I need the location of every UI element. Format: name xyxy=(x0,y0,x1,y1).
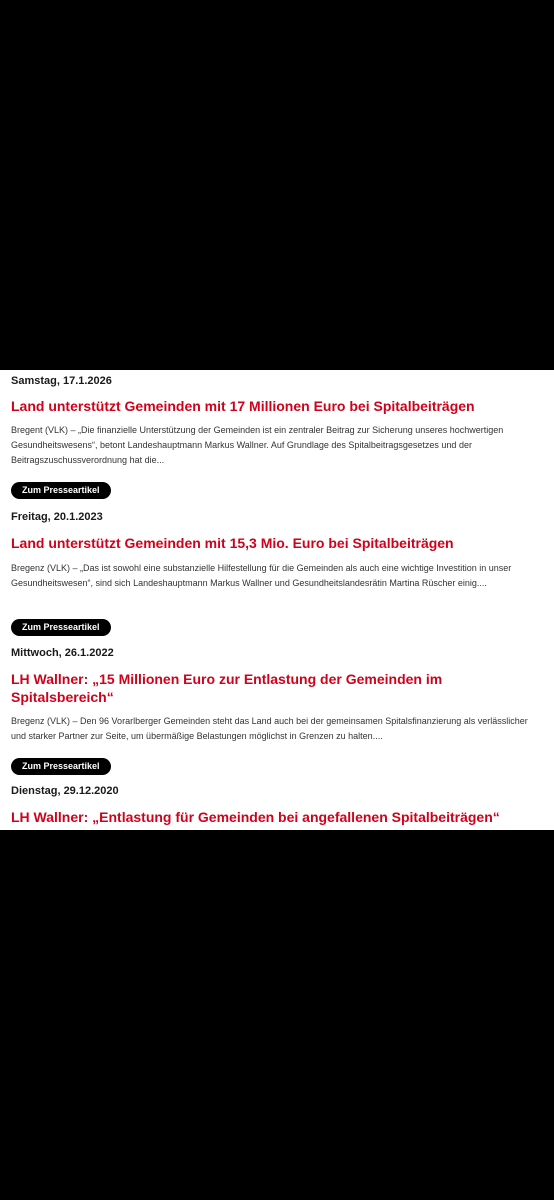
press-release-list xyxy=(0,370,554,830)
article-headline-link[interactable]: Land unterstützt Gemeinden mit 17 Millionen Euro bei Spitalbeiträgen xyxy=(11,398,475,414)
article-date: Freitag, 20.1.2023 xyxy=(11,511,103,523)
article-teaser: Bregent (VLK) – „Die finanzielle Unterstützung der Gemeinden ist ein zentraler Beitrag zur Sicherung unseres hochwertigen Gesundheitswesens“, betont Landeshauptmann Markus Wallner. Auf Grundlage des Spitalbeitragsgesetzes und der Beitragszuschussverordnung hat die... xyxy=(11,425,504,465)
press-article-button[interactable]: Zum Presseartikel xyxy=(11,619,111,636)
article-headline-link[interactable]: LH Wallner: „Entlastung für Gemeinden bei angefallenen Spitalbeiträgen“ xyxy=(11,809,500,825)
article-teaser: Bregenz (VLK) – Den 96 Vorarlberger Gemeinden steht das Land auch bei der gemeinsamen Spitalsfinanzierung als verlässlicher und starker Partner zur Seite, um übermäßige Belastungen möglichst in Grenzen zu halten.... xyxy=(11,716,528,741)
article-date: Samstag, 17.1.2026 xyxy=(11,375,112,387)
article-teaser: Bregenz (VLK) – „Das ist sowohl eine substanzielle Hilfestellung für die Gemeinden als auch eine wichtige Investition in unser Gesundheitswesen“, sind sich Landeshauptmann Markus Wallner und Gesundheitslandesrätin Martina Rüscher einig.... xyxy=(11,563,512,588)
press-article-button[interactable]: Zum Presseartikel xyxy=(11,482,111,499)
article-date: Mittwoch, 26.1.2022 xyxy=(11,647,114,659)
press-article-button[interactable]: Zum Presseartikel xyxy=(11,758,111,775)
article-headline-link[interactable]: LH Wallner: „15 Millionen Euro zur Entlastung der Gemeinden im Spitalsbereich“ xyxy=(11,671,443,705)
article-date: Dienstag, 29.12.2020 xyxy=(11,785,119,797)
article-headline-link[interactable]: Land unterstützt Gemeinden mit 15,3 Mio. Euro bei Spitalbeiträgen xyxy=(11,535,454,551)
